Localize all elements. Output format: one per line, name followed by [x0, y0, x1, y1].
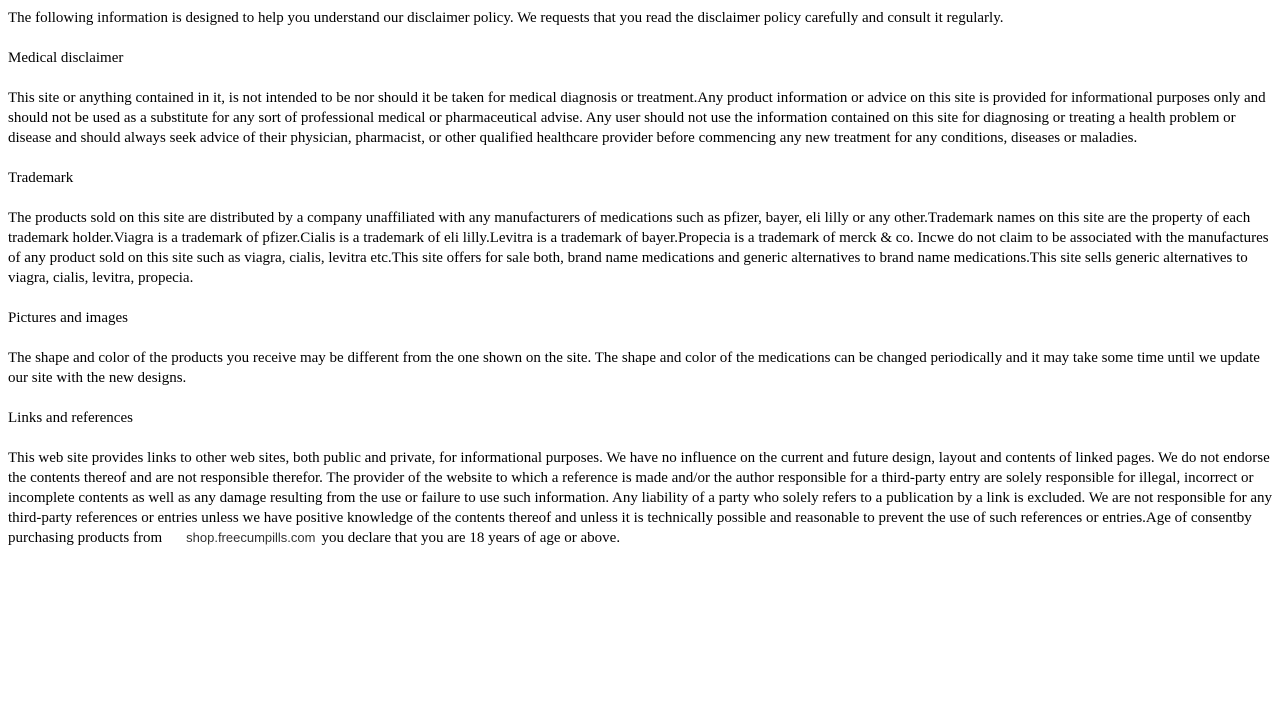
section-heading-links: Links and references [8, 410, 133, 426]
section-heading-medical: Medical disclaimer [8, 50, 124, 66]
section-body-medical: This site or anything contained in it, is not intended to be nor should it be taken for medical diagnosis or treatment.Any product information or advice on this site is provided for informational purposes only and should not be used as a substitute for any sort of professional medical or pharmaceutical advise. Any user should not use the information contained on this site for diagnosing or treating a health problem or disease and should always seek advice of their physician, pharmacist, or other qualified healthcare provider before commencing any new treatment for any conditions, diseases or maladies. [8, 90, 1266, 146]
section-heading-trademark: Trademark [8, 170, 74, 186]
section-body-links [8, 448, 1272, 548]
section-body-trademark: The products sold on this site are distributed by a company unaffiliated with any manufacturers of medications such as pfizer, bayer, eli lilly or any other.Trademark names on this site are the property of each trademark holder.Viagra is a trademark of pfizer.Cialis is a trademark of eli lilly.Levitra is a trademark of bayer.Propecia is a trademark of merck & co. Incwe do not claim to be associated with the manufactures of any product sold on this site such as viagra, cialis, levitra etc.This site offers for sale both, brand name medications and generic alternatives to brand name medications.This site sells generic alternatives to viagra, cialis, levitra, propecia. [8, 210, 1269, 286]
section-body-pictures: The shape and color of the products you receive may be different from the one shown on the site. The shape and color of the medications can be changed periodically and it may take some time until we update our site with the new designs. [8, 350, 1260, 386]
intro-text: The following information is designed to help you understand our disclaimer policy. We requests that you read the disclaimer policy carefully and consult it regularly. [8, 10, 1004, 26]
links-body-text: This web site provides links to other web sites, both public and private, for informational purposes. We have no influence on the current and future design, layout and contents of linked pages. We do not endorse the contents thereof and are not responsible therefor. The provider of the website to which a reference is made and/or the author responsible for a third-party entry are solely responsible for illegal, incorrect or incomplete contents as well as any damage resulting from the use or failure to use such information. Any liability of a party who solely refers to a publication by a link is excluded. We are not responsible for any third-party references or entries unless we have positive knowledge of the contents thereof and unless it is technically possible and reasonable to prevent the use of such references or entries.Age of consentby purchasing products from [8, 450, 1273, 546]
site-name-link[interactable]: shop.freecumpills.com [186, 530, 316, 545]
age-consent-text: you declare that you are 18 years of age or above. [321, 530, 621, 546]
section-heading-pictures: Pictures and images [8, 310, 128, 326]
